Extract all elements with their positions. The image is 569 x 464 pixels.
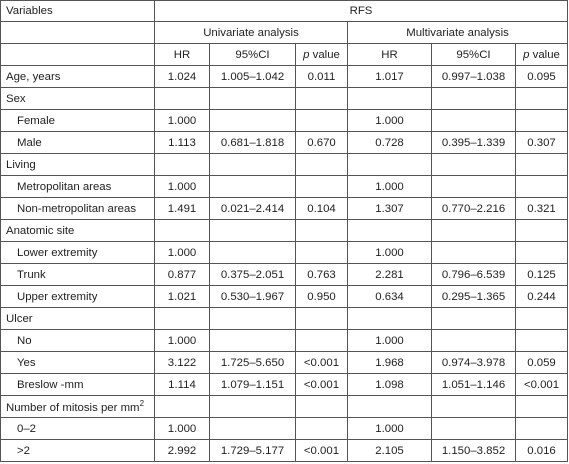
univariate-p-cell: 0.011 xyxy=(296,66,348,88)
multivariate-hr-cell: 1.017 xyxy=(348,66,432,88)
variable-label: Metropolitan areas xyxy=(17,180,112,193)
multivariate-ci-cell xyxy=(432,220,516,242)
univariate-hr-cell xyxy=(155,154,210,176)
univariate-hr-cell: 1.000 xyxy=(155,110,210,132)
univariate-p-cell xyxy=(296,418,348,440)
variable-label-cell xyxy=(1,220,155,242)
multivariate-p-cell: 0.059 xyxy=(516,352,568,374)
p-value-text: value xyxy=(529,48,560,61)
univariate-hr-cell: 0.877 xyxy=(155,264,210,286)
univariate-ci-cell xyxy=(210,242,296,264)
variable-label-cell xyxy=(1,110,155,132)
variable-label-cell xyxy=(1,286,155,308)
table-row xyxy=(1,220,568,242)
univariate-ci-cell: 1.079–1.151 xyxy=(210,374,296,396)
multivariate-ci-cell: 0.770–2.216 xyxy=(432,198,516,220)
multivariate-ci-cell: 0.796–6.539 xyxy=(432,264,516,286)
variable-label-cell xyxy=(1,374,155,396)
univariate-p-cell: <0.001 xyxy=(296,440,348,462)
multivariate-ci-header: 95%CI xyxy=(432,44,516,66)
univariate-hr-cell: 2.992 xyxy=(155,440,210,462)
univariate-ci-cell: 1.729–5.177 xyxy=(210,440,296,462)
univariate-header: Univariate analysis xyxy=(155,22,348,44)
multivariate-p-cell xyxy=(516,308,568,330)
table-row xyxy=(1,176,568,198)
univariate-ci-cell xyxy=(210,88,296,110)
multivariate-hr-cell: 1.968 xyxy=(348,352,432,374)
multivariate-ci-cell xyxy=(432,176,516,198)
univariate-ci-cell xyxy=(210,396,296,418)
variable-label: Anatomic site xyxy=(6,224,75,237)
variable-label-cell xyxy=(1,352,155,374)
univariate-p-cell: 0.950 xyxy=(296,286,348,308)
univariate-p-cell xyxy=(296,154,348,176)
multivariate-p-cell: 0.095 xyxy=(516,66,568,88)
multivariate-hr-cell: 0.728 xyxy=(348,132,432,154)
multivariate-p-cell xyxy=(516,154,568,176)
univariate-ci-cell: 1.725–5.650 xyxy=(210,352,296,374)
univariate-hr-header: HR xyxy=(155,44,210,66)
multivariate-ci-cell xyxy=(432,110,516,132)
multivariate-p-cell xyxy=(516,220,568,242)
variable-label-cell xyxy=(1,440,155,462)
rfs-header: RFS xyxy=(155,1,568,22)
univariate-hr-cell xyxy=(155,88,210,110)
variable-label: Trunk xyxy=(17,268,46,281)
multivariate-p-cell: 0.016 xyxy=(516,440,568,462)
variable-label: Living xyxy=(6,158,36,171)
multivariate-hr-cell xyxy=(348,396,432,418)
p-italic-text: p xyxy=(523,48,530,61)
table-row xyxy=(1,198,568,220)
univariate-p-header xyxy=(296,44,348,66)
multivariate-ci-cell xyxy=(432,88,516,110)
table-row xyxy=(1,132,568,154)
multivariate-p-cell: 0.307 xyxy=(516,132,568,154)
univariate-ci-header: 95%CI xyxy=(210,44,296,66)
multivariate-hr-cell: 2.281 xyxy=(348,264,432,286)
univariate-p-cell xyxy=(296,110,348,132)
variable-label-cell xyxy=(1,154,155,176)
univariate-hr-cell: 1.024 xyxy=(155,66,210,88)
multivariate-hr-cell: 0.634 xyxy=(348,286,432,308)
univariate-p-cell xyxy=(296,242,348,264)
header-blank-cell xyxy=(1,22,155,44)
label-superscript: 2 xyxy=(139,399,145,409)
multivariate-ci-cell xyxy=(432,154,516,176)
multivariate-p-cell xyxy=(516,242,568,264)
univariate-hr-cell: 1.021 xyxy=(155,286,210,308)
univariate-ci-cell: 0.375–2.051 xyxy=(210,264,296,286)
multivariate-ci-cell: 0.997–1.038 xyxy=(432,66,516,88)
header-row-3 xyxy=(1,44,568,66)
multivariate-p-cell xyxy=(516,110,568,132)
univariate-ci-cell: 0.021–2.414 xyxy=(210,198,296,220)
table-row xyxy=(1,88,568,110)
multivariate-hr-cell: 1.000 xyxy=(348,110,432,132)
variable-label-cell xyxy=(1,308,155,330)
univariate-p-cell: 0.104 xyxy=(296,198,348,220)
multivariate-p-cell xyxy=(516,88,568,110)
table-row xyxy=(1,154,568,176)
multivariate-p-cell xyxy=(516,418,568,440)
multivariate-hr-cell: 2.105 xyxy=(348,440,432,462)
multivariate-hr-cell: 1.000 xyxy=(348,176,432,198)
table-row xyxy=(1,418,568,440)
header-row-1 xyxy=(1,1,568,22)
table-row xyxy=(1,110,568,132)
univariate-ci-cell: 1.005–1.042 xyxy=(210,66,296,88)
table-row xyxy=(1,352,568,374)
variables-header: Variables xyxy=(1,1,155,22)
multivariate-p-cell xyxy=(516,330,568,352)
univariate-p-cell: <0.001 xyxy=(296,374,348,396)
multivariate-ci-cell: 1.051–1.146 xyxy=(432,374,516,396)
univariate-ci-cell xyxy=(210,154,296,176)
univariate-hr-cell: 1.000 xyxy=(155,418,210,440)
variable-label-cell xyxy=(1,88,155,110)
multivariate-hr-header: HR xyxy=(348,44,432,66)
multivariate-hr-cell: 1.000 xyxy=(348,418,432,440)
univariate-hr-cell: 1.000 xyxy=(155,242,210,264)
univariate-hr-cell: 3.122 xyxy=(155,352,210,374)
univariate-hr-cell xyxy=(155,220,210,242)
multivariate-ci-cell xyxy=(432,396,516,418)
multivariate-hr-cell: 1.000 xyxy=(348,330,432,352)
multivariate-ci-cell: 0.974–3.978 xyxy=(432,352,516,374)
univariate-ci-cell xyxy=(210,220,296,242)
univariate-ci-cell xyxy=(210,418,296,440)
multivariate-hr-cell: 1.307 xyxy=(348,198,432,220)
table-row xyxy=(1,66,568,88)
multivariate-hr-cell xyxy=(348,88,432,110)
table-row xyxy=(1,308,568,330)
univariate-p-cell: 0.670 xyxy=(296,132,348,154)
univariate-p-cell xyxy=(296,220,348,242)
univariate-hr-cell: 1.113 xyxy=(155,132,210,154)
univariate-hr-cell: 1.114 xyxy=(155,374,210,396)
table-row xyxy=(1,330,568,352)
p-italic-text: p xyxy=(303,48,310,61)
table-row xyxy=(1,242,568,264)
header-blank-cell xyxy=(1,44,155,66)
univariate-p-cell xyxy=(296,330,348,352)
multivariate-ci-cell xyxy=(432,242,516,264)
multivariate-hr-cell xyxy=(348,308,432,330)
multivariate-p-cell xyxy=(516,396,568,418)
univariate-hr-cell: 1.000 xyxy=(155,330,210,352)
multivariate-ci-cell: 1.150–3.852 xyxy=(432,440,516,462)
multivariate-p-cell: 0.125 xyxy=(516,264,568,286)
variable-label-cell xyxy=(1,198,155,220)
univariate-ci-cell xyxy=(210,308,296,330)
variable-label: 0–2 xyxy=(17,422,37,435)
variable-label: Male xyxy=(17,136,42,149)
multivariate-header: Multivariate analysis xyxy=(348,22,568,44)
variable-label: Upper extremity xyxy=(17,290,98,303)
variable-label: No xyxy=(17,334,32,347)
univariate-hr-cell xyxy=(155,308,210,330)
variable-label-cell xyxy=(1,418,155,440)
variable-label-cell xyxy=(1,242,155,264)
table-row xyxy=(1,396,568,418)
univariate-ci-cell xyxy=(210,176,296,198)
univariate-p-cell xyxy=(296,308,348,330)
univariate-hr-cell: 1.491 xyxy=(155,198,210,220)
univariate-p-cell: <0.001 xyxy=(296,352,348,374)
variable-label: Lower extremity xyxy=(17,246,98,259)
table-row xyxy=(1,264,568,286)
univariate-ci-cell xyxy=(210,330,296,352)
variable-label: Non-metropolitan areas xyxy=(17,202,137,215)
header-row-2 xyxy=(1,22,568,44)
variable-label: >2 xyxy=(17,444,30,457)
multivariate-hr-cell xyxy=(348,220,432,242)
multivariate-hr-cell: 1.000 xyxy=(348,242,432,264)
multivariate-p-header xyxy=(516,44,568,66)
univariate-p-cell xyxy=(296,396,348,418)
variable-label: Breslow -mm xyxy=(17,378,84,391)
multivariate-ci-cell xyxy=(432,330,516,352)
variable-label: Ulcer xyxy=(6,312,33,325)
univariate-ci-cell xyxy=(210,110,296,132)
variable-label: Female xyxy=(17,114,55,127)
multivariate-hr-cell xyxy=(348,154,432,176)
multivariate-hr-cell: 1.098 xyxy=(348,374,432,396)
variable-label: Number of mitosis per mm xyxy=(6,401,140,414)
variable-label: Sex xyxy=(6,92,26,105)
variable-label-cell xyxy=(1,66,155,88)
univariate-p-cell xyxy=(296,88,348,110)
variable-label-cell xyxy=(1,132,155,154)
variable-label-cell xyxy=(1,396,155,418)
multivariate-p-cell xyxy=(516,176,568,198)
multivariate-p-cell: <0.001 xyxy=(516,374,568,396)
table-row xyxy=(1,286,568,308)
table-row xyxy=(1,374,568,396)
multivariate-p-cell: 0.244 xyxy=(516,286,568,308)
multivariate-ci-cell xyxy=(432,418,516,440)
univariate-p-cell xyxy=(296,176,348,198)
variable-label: Age, years xyxy=(6,70,61,83)
univariate-ci-cell: 0.681–1.818 xyxy=(210,132,296,154)
univariate-p-cell: 0.763 xyxy=(296,264,348,286)
univariate-hr-cell: 1.000 xyxy=(155,176,210,198)
table-row xyxy=(1,440,568,462)
multivariate-ci-cell: 0.395–1.339 xyxy=(432,132,516,154)
multivariate-ci-cell: 0.295–1.365 xyxy=(432,286,516,308)
univariate-ci-cell: 0.530–1.967 xyxy=(210,286,296,308)
p-value-text: value xyxy=(309,48,340,61)
variable-label: Yes xyxy=(17,356,36,369)
multivariate-ci-cell xyxy=(432,308,516,330)
variable-label-cell xyxy=(1,264,155,286)
table-body xyxy=(1,66,568,462)
variable-label-cell xyxy=(1,330,155,352)
univariate-hr-cell xyxy=(155,396,210,418)
multivariate-p-cell: 0.321 xyxy=(516,198,568,220)
variable-label-cell xyxy=(1,176,155,198)
